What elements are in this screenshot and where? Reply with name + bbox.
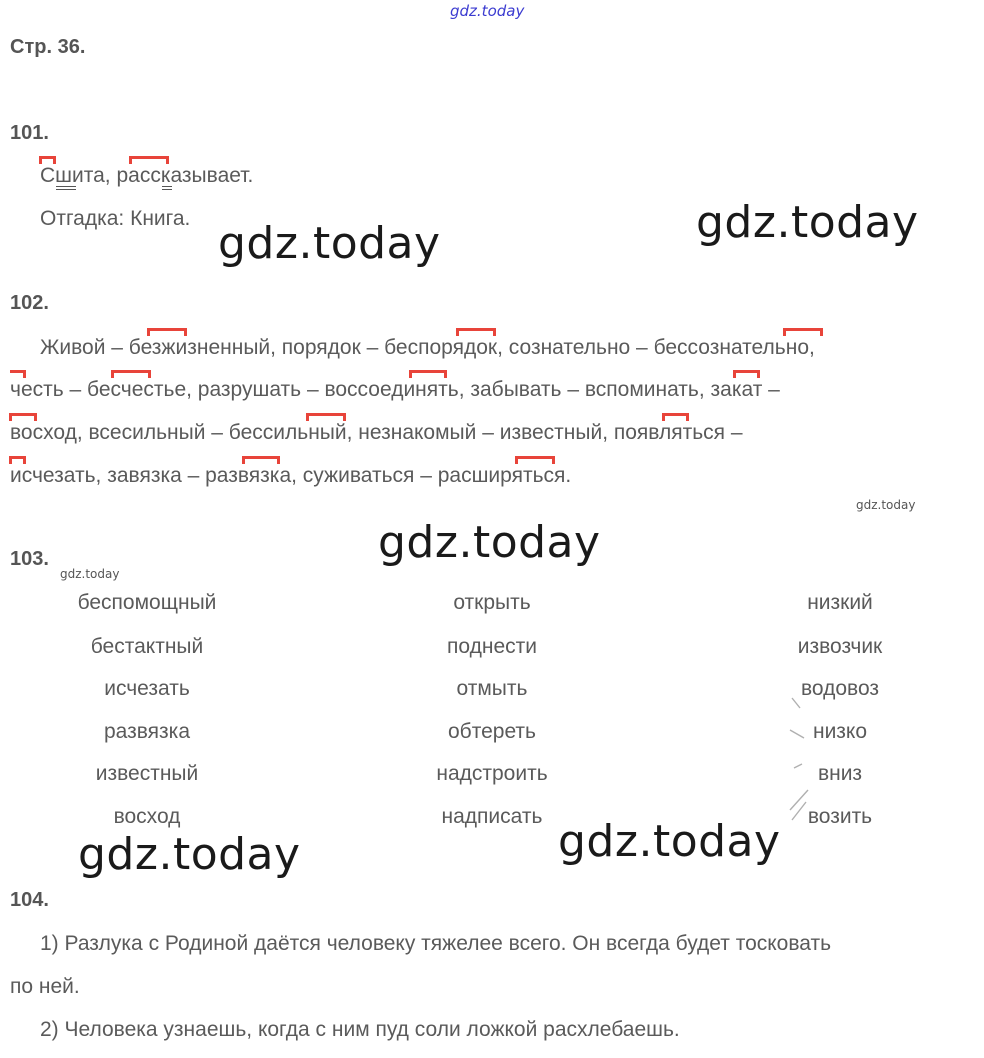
exercise-104-line-3: 2) Человека узнаешь, когда с ним пуд соли ложкой расхлебаешь. xyxy=(40,1018,680,1041)
exercise-102-number: 102. xyxy=(10,292,49,314)
word-col3-1: низкий xyxy=(807,591,873,614)
word-col1-1: беспомощный xyxy=(77,591,217,614)
word-col1-4: развязка xyxy=(104,720,190,743)
watermark-small: gdz.today xyxy=(60,567,120,581)
prefix-mark xyxy=(307,413,345,416)
word-col2-2: поднести xyxy=(447,635,537,658)
prefix-mark xyxy=(10,370,25,373)
double-underline xyxy=(162,186,172,190)
word-col3-3: водовоз xyxy=(800,677,880,700)
word-col1-3: исчезать xyxy=(104,677,190,700)
prefix-mark xyxy=(410,370,446,373)
watermark-top: gdz.today xyxy=(450,2,525,20)
prefix-mark xyxy=(112,370,150,373)
prefix-mark xyxy=(784,328,822,331)
word-col1-5: известный xyxy=(95,762,199,785)
word-col3-5: вниз xyxy=(817,762,863,785)
prefix-mark xyxy=(516,456,554,459)
prefix-mark xyxy=(130,156,168,159)
exercise-102-line-4: исчезать, завязка – развязка, суживаться – расширяться. xyxy=(10,464,572,487)
prefix-mark xyxy=(243,456,279,459)
exercise-104-number: 104. xyxy=(10,889,49,911)
scratch-mark xyxy=(786,690,816,840)
word-col3-2: извозчик xyxy=(797,635,883,658)
watermark-large: gdz.today xyxy=(696,197,919,248)
watermark-large: gdz.today xyxy=(378,517,601,568)
word-col2-1: открыть xyxy=(453,591,531,614)
word-col2-3: отмыть xyxy=(456,677,528,700)
prefix-mark xyxy=(10,456,25,459)
double-underline xyxy=(56,186,76,190)
word-col2-5: надстроить xyxy=(436,762,548,785)
word-col3-4: низко xyxy=(812,720,868,743)
prefix-mark xyxy=(663,413,688,416)
word-col2-4: обтереть xyxy=(448,720,536,743)
prefix-mark xyxy=(10,413,36,416)
page-label: Стр. 36. xyxy=(10,36,86,58)
watermark-large: gdz.today xyxy=(78,829,301,880)
exercise-102-line-1: Живой – безжизненный, порядок – беспорядок, сознательно – бессознательно, xyxy=(40,336,815,359)
exercise-104-line-2: по ней. xyxy=(10,975,80,998)
exercise-102-line-2: честь – бесчестье, разрушать – воссоединять, забывать – вспоминать, закат – xyxy=(10,378,780,401)
watermark-large: gdz.today xyxy=(218,218,441,269)
word-col1-6: восход xyxy=(113,805,181,828)
exercise-101-line-1: Сшита, рассказывает. xyxy=(40,164,254,187)
prefix-mark xyxy=(40,156,55,159)
exercise-101-line-2: Отгадка: Книга. xyxy=(40,207,191,230)
word-col3-6: возить xyxy=(807,805,873,828)
word-col1-2: бестактный xyxy=(90,635,204,658)
prefix-mark xyxy=(148,328,186,331)
prefix-mark xyxy=(457,328,495,331)
prefix-mark xyxy=(734,370,759,373)
exercise-104-line-1: 1) Разлука с Родиной даётся человеку тяжелее всего. Он всегда будет тосковать xyxy=(40,932,832,955)
watermark-large: gdz.today xyxy=(558,816,781,867)
exercise-103-number: 103. xyxy=(10,548,49,570)
exercise-101-number: 101. xyxy=(10,122,49,144)
exercise-102-line-3: восход, всесильный – бессильный, незнакомый – известный, появляться – xyxy=(10,421,743,444)
watermark-small: gdz.today xyxy=(856,498,916,512)
word-col2-6: надписать xyxy=(441,805,543,828)
